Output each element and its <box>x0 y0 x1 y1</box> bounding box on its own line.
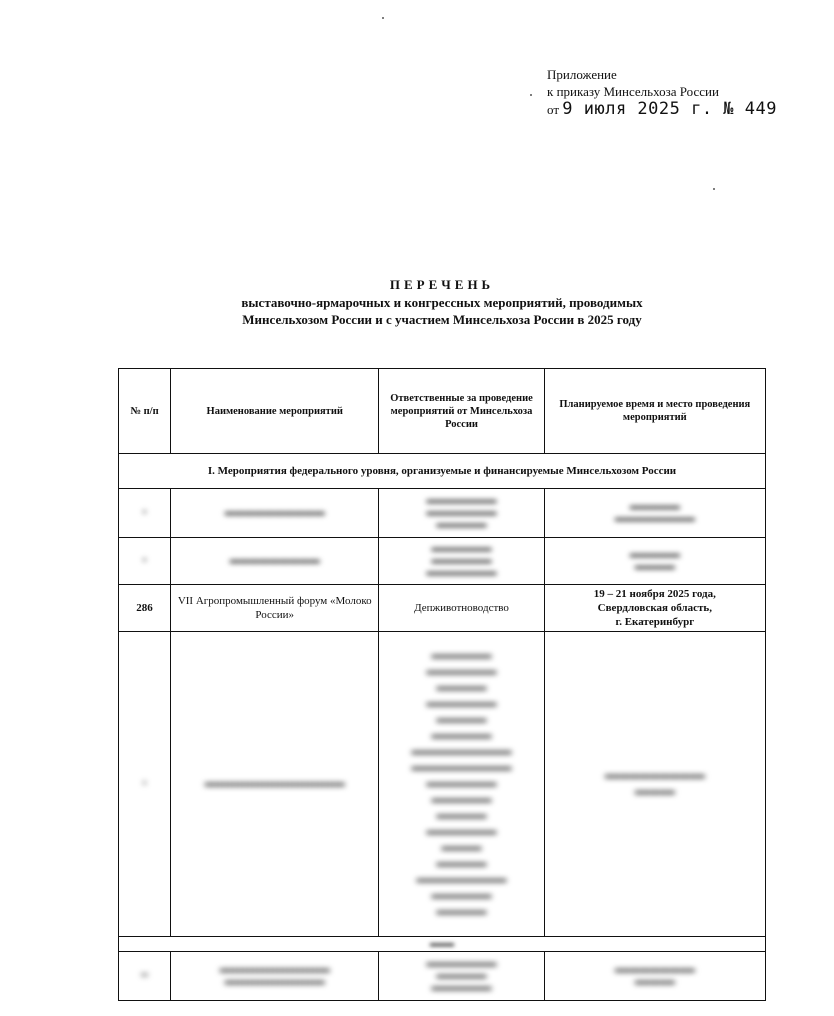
scan-speck <box>530 94 532 96</box>
blurred-cell: ▬▬▬▬▬▬▬ ▬▬▬▬▬▬▬ ▬▬▬▬▬ <box>379 489 544 538</box>
section-title: I. Мероприятия федерального уровня, организуемые и финансируемые Минсельхозом России <box>119 454 766 489</box>
blurred-cell: ▬▬▬ <box>119 937 766 952</box>
header-responsible: Ответственные за проведение мероприятий от Минсельхоза России <box>379 369 544 454</box>
row-time-region: Свердловская область, <box>597 602 712 614</box>
appendix-header <box>547 66 817 118</box>
appendix-date-line <box>547 101 817 118</box>
row-time-date: 19 – 21 ноября 2025 года, <box>593 588 716 600</box>
blurred-cell: ▪▪ <box>119 952 171 1001</box>
appendix-order-reference: к приказу Минсельхоза России <box>547 84 719 99</box>
blurred-cell: ▬▬▬▬▬▬▬▬▬▬▬ ▬▬▬▬▬▬▬▬▬▬ <box>171 952 379 1001</box>
title-subtitle-line1: выставочно-ярмарочных и конгрессных мероприятий, проводимых <box>241 295 643 310</box>
document-title <box>150 276 734 328</box>
header-time-place: Планируемое время и место проведения мероприятий <box>544 369 765 454</box>
blurred-cell: ▬▬▬▬▬▬▬▬▬▬▬▬▬▬ <box>171 632 379 937</box>
events-table-wrapper <box>118 368 766 1001</box>
scan-speck <box>382 17 384 19</box>
table-header-row <box>119 369 766 454</box>
section-row <box>119 454 766 489</box>
events-table <box>118 368 766 1001</box>
blurred-cell: ▬▬▬▬▬▬▬▬▬ <box>171 538 379 585</box>
row-number: 286 <box>119 585 171 632</box>
blurred-cell: ▬▬▬▬▬▬▬▬▬▬ <box>171 489 379 538</box>
blurred-cell: ▬▬▬▬▬▬▬▬ ▬▬▬▬ <box>544 952 765 1001</box>
blurred-cell: ▬▬▬▬▬▬ ▬▬▬▬▬▬▬ ▬▬▬▬▬ ▬▬▬▬▬▬▬ ▬▬▬▬▬ ▬▬▬▬▬▬ ▬▬▬▬▬▬▬▬▬▬ ▬▬▬▬▬▬▬▬▬▬ ▬▬▬▬▬▬▬ ▬▬▬▬▬▬ ▬▬▬▬▬ ▬▬▬▬▬▬▬ ▬▬▬▬ ▬▬▬▬▬ ▬▬▬▬▬▬▬▬▬ ▬▬▬▬▬▬ ▬▬▬▬▬ <box>379 632 544 937</box>
blurred-cell: ▪ <box>119 538 171 585</box>
appendix-date-number: 9 июля 2025 г. № 449 <box>562 99 777 119</box>
appendix-title: Приложение <box>547 67 617 82</box>
row-time-city: г. Екатеринбург <box>615 616 695 628</box>
title-main: ПЕРЕЧЕНЬ <box>389 277 495 292</box>
title-subtitle-line2: Минсельхозом России и с участием Минсельхоза России в 2025 году <box>242 312 642 327</box>
blurred-cell: ▪ <box>119 489 171 538</box>
table-row-blurred <box>119 632 766 937</box>
table-row-highlighted <box>119 585 766 632</box>
header-number: № п/п <box>119 369 171 454</box>
blurred-cell: ▬▬▬▬▬▬▬ ▬▬▬▬▬ ▬▬▬▬▬▬ <box>379 952 544 1001</box>
table-row-blurred <box>119 489 766 538</box>
scan-speck <box>713 188 715 190</box>
blurred-cell: ▬▬▬▬▬▬▬▬▬▬ ▬▬▬▬ <box>544 632 765 937</box>
blurred-cell: ▪ <box>119 632 171 937</box>
blurred-cell: ▬▬▬▬▬▬ ▬▬▬▬▬▬ ▬▬▬▬▬▬▬ <box>379 538 544 585</box>
table-row-blurred <box>119 937 766 952</box>
appendix-date-prefix: от <box>547 102 560 117</box>
blurred-cell: ▬▬▬▬▬ ▬▬▬▬ <box>544 538 765 585</box>
row-event-name: VII Агропромышленный форум «Молоко России» <box>171 585 379 632</box>
row-responsible: Депживотноводство <box>379 585 544 632</box>
header-event-name: Наименование мероприятий <box>171 369 379 454</box>
blurred-cell: ▬▬▬▬▬ ▬▬▬▬▬▬▬▬ <box>544 489 765 538</box>
table-row-blurred <box>119 538 766 585</box>
table-row-blurred <box>119 952 766 1001</box>
row-time-place <box>544 585 765 632</box>
